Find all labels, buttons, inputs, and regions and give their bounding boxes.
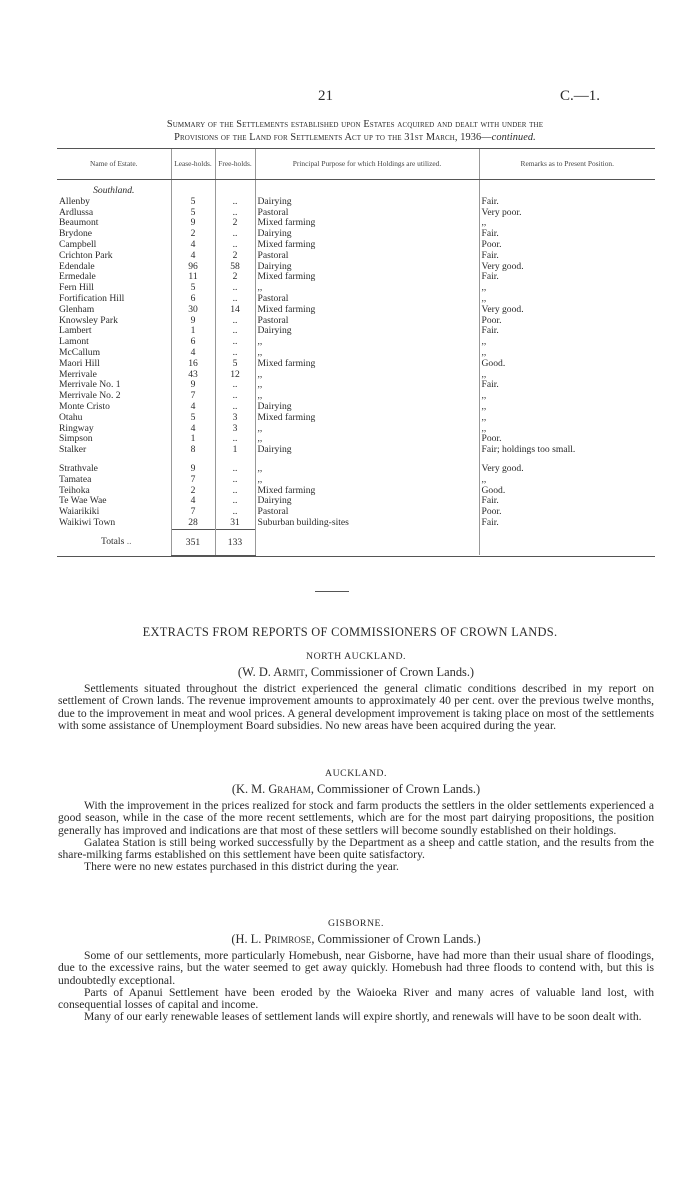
estate-name-cell: [57, 359, 171, 370]
freeholds-cell: 2: [215, 272, 255, 283]
leaseholds-cell: 6: [171, 294, 215, 305]
table-row: [57, 294, 655, 305]
table-row: [57, 486, 655, 497]
freeholds-cell: 14: [215, 305, 255, 316]
district-heading: GISBORNE.: [328, 918, 384, 929]
leaseholds-cell: 9: [171, 380, 215, 391]
purpose-cell: ,,: [255, 283, 479, 294]
spacer-row: [57, 456, 655, 464]
header-name: Name of Estate.: [57, 149, 171, 180]
commissioner-title: , Commissioner of Crown Lands.): [310, 782, 481, 796]
estate-name: Beaumont: [59, 218, 99, 229]
freeholds-cell: 2: [215, 218, 255, 229]
table-row: [57, 391, 655, 402]
purpose-cell: Mixed farming: [255, 413, 479, 424]
report-auckland: [58, 762, 654, 874]
remarks-cell: Fair.: [479, 251, 655, 262]
estate-name-cell: [57, 305, 171, 316]
purpose-cell: Mixed farming: [255, 218, 479, 229]
blank-cell: [255, 529, 479, 555]
table-row: [57, 348, 655, 359]
estate-name-cell: [57, 370, 171, 381]
estate-name-cell: [57, 434, 171, 445]
freeholds-cell: 5: [215, 359, 255, 370]
estate-name: Waikiwi Town: [59, 517, 116, 528]
freeholds-cell: ..: [215, 294, 255, 305]
table-row: [57, 262, 655, 273]
table-row: [57, 496, 655, 507]
leaseholds-cell: 1: [171, 434, 215, 445]
freeholds-cell: 12: [215, 370, 255, 381]
blank-cell: [57, 456, 171, 464]
estate-name-cell: [57, 283, 171, 294]
estate-name: Fortification Hill: [59, 293, 125, 304]
estate-name-cell: [57, 218, 171, 229]
purpose-cell: ,,: [255, 380, 479, 391]
estate-name-cell: [57, 251, 171, 262]
purpose-cell: Mixed farming: [255, 240, 479, 251]
estate-name: Tamatea: [59, 474, 92, 485]
section-divider: [315, 591, 349, 592]
purpose-cell: ,,: [255, 348, 479, 359]
leaseholds-cell: 11: [171, 272, 215, 283]
table-row: [57, 208, 655, 219]
freeholds-cell: ..: [215, 402, 255, 413]
freeholds-cell: ..: [215, 496, 255, 507]
purpose-cell: ,,: [255, 424, 479, 435]
estate-name: McCallum: [59, 347, 101, 358]
commissioner-name: K. M. Graham: [236, 782, 311, 796]
estate-name: Lambert: [59, 326, 92, 337]
table-row: [57, 402, 655, 413]
freeholds-cell: ..: [215, 316, 255, 327]
leaseholds-cell: 5: [171, 413, 215, 424]
estate-name-cell: [57, 240, 171, 251]
leaseholds-cell: 30: [171, 305, 215, 316]
blank-cell: [215, 180, 255, 197]
remarks-cell: Fair.: [479, 326, 655, 337]
estate-name-cell: [57, 391, 171, 402]
remarks-cell: Fair.: [479, 197, 655, 208]
totals-label: Totals: [101, 536, 125, 548]
table-body: [57, 180, 655, 530]
totals-leaseholds: 351: [171, 529, 215, 555]
table-row: [57, 251, 655, 262]
remarks-cell: Poor.: [479, 316, 655, 327]
estate-name-cell: [57, 464, 171, 475]
estate-name-cell: [57, 507, 171, 518]
report-paragraph: With the improvement in the prices realized for stock and farm products the settlers in the older settlements experienced a good season, while in the case of the more recent settlements, which are for the most part dairying propositions, the position generally has improved and indications are that most of these settlers will become soundly established on their holdings.: [58, 799, 654, 837]
remarks-cell: Fair.: [479, 496, 655, 507]
commissioner-line: (K. M. Graham, Commissioner of Crown Lands.): [231, 782, 481, 796]
purpose-cell: ,,: [255, 464, 479, 475]
freeholds-cell: ..: [215, 507, 255, 518]
report-gisborne: [58, 912, 654, 1024]
estate-name: Edendale: [59, 261, 95, 272]
table-row: [57, 229, 655, 240]
leaseholds-cell: 4: [171, 402, 215, 413]
estate-name: Brydone: [59, 229, 93, 240]
freeholds-cell: ..: [215, 326, 255, 337]
remarks-cell: Fair.: [479, 272, 655, 283]
leaseholds-cell: 28: [171, 518, 215, 529]
report-body: [58, 683, 654, 732]
remarks-cell: Fair.: [479, 229, 655, 240]
document-code: C.—1.: [560, 88, 601, 104]
purpose-cell: Pastoral: [255, 294, 479, 305]
estate-name: Ringway: [59, 423, 94, 434]
purpose-cell: Pastoral: [255, 251, 479, 262]
estate-name-cell: [57, 424, 171, 435]
remarks-cell: Good.: [479, 486, 655, 497]
table-row: [57, 316, 655, 327]
estate-name: Crichton Park: [59, 250, 113, 261]
leaseholds-cell: 2: [171, 486, 215, 497]
purpose-cell: ,,: [255, 370, 479, 381]
leaseholds-cell: 4: [171, 251, 215, 262]
commissioner-name: W. D. Armit: [242, 665, 305, 679]
table-row: [57, 359, 655, 370]
freeholds-cell: ..: [215, 475, 255, 486]
estate-name-cell: [57, 208, 171, 219]
purpose-cell: Mixed farming: [255, 305, 479, 316]
freeholds-cell: 58: [215, 262, 255, 273]
estate-name: Teihoka: [59, 485, 90, 496]
totals-label-cell: [57, 529, 171, 555]
remarks-cell: Very good.: [479, 305, 655, 316]
remarks-cell: ,,: [479, 283, 655, 294]
leaseholds-cell: 9: [171, 464, 215, 475]
estate-name: Ermedale: [59, 272, 96, 283]
purpose-cell: Dairying: [255, 262, 479, 273]
report-paragraph: Settlements situated throughout the district experienced the general climatic conditions described in my report on settlement of Crown lands. The revenue improvement amounts to approximately 40 per cent. over the previous twelve months, due to the improvement in meat and wool prices. A general development improvement is taking place on most of the settlements with some assistance of Unemployment Board subsidies. No new areas have been acquired during the year.: [58, 682, 654, 732]
table-row: [57, 326, 655, 337]
blank-cell: [479, 456, 655, 464]
remarks-cell: ,,: [479, 391, 655, 402]
blank-cell: [479, 529, 655, 555]
district-heading: NORTH AUCKLAND.: [306, 651, 406, 662]
estate-name-cell: [57, 496, 171, 507]
leaseholds-cell: 4: [171, 240, 215, 251]
section-label: Southland.: [93, 185, 135, 196]
freeholds-cell: ..: [215, 283, 255, 294]
remarks-cell: Poor.: [479, 507, 655, 518]
purpose-cell: Pastoral: [255, 316, 479, 327]
leaseholds-cell: 4: [171, 348, 215, 359]
purpose-cell: Dairying: [255, 496, 479, 507]
leaseholds-cell: 96: [171, 262, 215, 273]
report-paragraph: Parts of Apanui Settlement have been eroded by the Waioeka River and many acres of valuable land lost, with consequential losses of capital and income.: [58, 985, 654, 1012]
leaseholds-cell: 4: [171, 496, 215, 507]
freeholds-cell: ..: [215, 208, 255, 219]
estate-name: Campbell: [59, 239, 97, 250]
purpose-cell: Pastoral: [255, 208, 479, 219]
estate-name-cell: [57, 486, 171, 497]
remarks-cell: Poor.: [479, 240, 655, 251]
leaseholds-cell: 2: [171, 229, 215, 240]
header-freeholds: Free-holds.: [215, 149, 255, 180]
freeholds-cell: 3: [215, 424, 255, 435]
header-leaseholds: Lease-holds.: [171, 149, 215, 180]
estate-name: Te Wae Wae: [59, 496, 107, 507]
estate-name-cell: [57, 475, 171, 486]
remarks-cell: ,,: [479, 337, 655, 348]
table-row: [57, 518, 655, 529]
leaseholds-cell: 7: [171, 391, 215, 402]
estate-name: Fern Hill: [59, 283, 94, 294]
remarks-cell: ,,: [479, 402, 655, 413]
freeholds-cell: 3: [215, 413, 255, 424]
estate-name-cell: [57, 326, 171, 337]
report-paragraph: Galatea Station is still being worked successfully by the Department as a sheep and cattle station, and the results from the share-milking farms established on this settlement have been quite satisfactory.: [58, 835, 654, 862]
table-row: [57, 218, 655, 229]
table-end-rule: [57, 555, 655, 556]
estate-name-cell: [57, 402, 171, 413]
commissioner-title: , Commissioner of Crown Lands.): [311, 932, 481, 946]
table-row: [57, 283, 655, 294]
report-north-auckland: [58, 645, 654, 732]
estate-name: Merrivale: [59, 369, 97, 380]
estate-name-cell: [57, 380, 171, 391]
estate-name-cell: [57, 197, 171, 208]
estate-name: Allenby: [59, 196, 90, 207]
table-row: [57, 380, 655, 391]
freeholds-cell: ..: [215, 380, 255, 391]
purpose-cell: ,,: [255, 337, 479, 348]
table-row: [57, 305, 655, 316]
freeholds-cell: ..: [215, 337, 255, 348]
purpose-cell: Mixed farming: [255, 359, 479, 370]
estate-name: Monte Cristo: [59, 401, 110, 412]
table-row: [57, 424, 655, 435]
totals-row: [57, 529, 655, 555]
remarks-cell: Very good.: [479, 262, 655, 273]
remarks-cell: ,,: [479, 413, 655, 424]
estate-name: Otahu: [59, 412, 83, 423]
estate-name-cell: [57, 445, 171, 456]
freeholds-cell: ..: [215, 464, 255, 475]
freeholds-cell: ..: [215, 434, 255, 445]
rule-cell: [57, 555, 655, 556]
leaseholds-cell: 7: [171, 507, 215, 518]
purpose-cell: ,,: [255, 434, 479, 445]
purpose-cell: Suburban building-sites: [255, 518, 479, 529]
leaseholds-cell: 8: [171, 445, 215, 456]
remarks-cell: Fair.: [479, 380, 655, 391]
freeholds-cell: ..: [215, 391, 255, 402]
table-row: [57, 370, 655, 381]
estate-name: Merrivale No. 2: [59, 391, 121, 402]
purpose-cell: Mixed farming: [255, 486, 479, 497]
estate-name-cell: [57, 262, 171, 273]
leaseholds-cell: 16: [171, 359, 215, 370]
purpose-cell: Dairying: [255, 445, 479, 456]
estate-name: Strathvale: [59, 463, 98, 474]
leader-dots: ..: [126, 536, 132, 548]
freeholds-cell: ..: [215, 486, 255, 497]
remarks-cell: ,,: [479, 424, 655, 435]
remarks-cell: ,,: [479, 294, 655, 305]
summary-title-main: Provisions of the Land for Settlements Act up to the 31st March, 1936—: [174, 132, 492, 143]
freeholds-cell: ..: [215, 197, 255, 208]
estate-name-cell: [57, 337, 171, 348]
table-row: [57, 240, 655, 251]
section-row: [57, 180, 655, 197]
commissioner-line: (W. D. Armit, Commissioner of Crown Lands.): [237, 665, 475, 679]
estate-name: Merrivale No. 1: [59, 380, 121, 391]
page-number: 21: [318, 88, 333, 104]
purpose-cell: Mixed farming: [255, 272, 479, 283]
leaseholds-cell: 7: [171, 475, 215, 486]
report-paragraph: Some of our settlements, more particularly Homebush, near Gisborne, have had more than their usual share of floodings, due to the excessive rains, but the water seemed to get away quickly. Homebush had three floods to contend with, but this is undoubtedly exceptional.: [58, 949, 654, 987]
report-body: [58, 950, 654, 1024]
estate-name: Maori Hill: [59, 358, 100, 369]
estate-name: Lamont: [59, 337, 89, 348]
estate-name: Glenham: [59, 304, 95, 315]
purpose-cell: Dairying: [255, 326, 479, 337]
summary-title-line-1: Summary of the Settlements established upon Estates acquired and dealt with under the: [166, 119, 544, 130]
estate-name-cell: [57, 413, 171, 424]
leaseholds-cell: 5: [171, 197, 215, 208]
table-row: [57, 464, 655, 475]
summary-title-continued: continued.: [491, 132, 536, 143]
freeholds-cell: ..: [215, 229, 255, 240]
commissioner-name: H. L. Primrose: [235, 932, 312, 946]
table-header-row: [57, 149, 655, 180]
remarks-cell: Very good.: [479, 464, 655, 475]
blank-cell: [479, 180, 655, 197]
table-row: [57, 272, 655, 283]
table-row: [57, 197, 655, 208]
remarks-cell: Very poor.: [479, 208, 655, 219]
purpose-cell: Dairying: [255, 402, 479, 413]
leaseholds-cell: 6: [171, 337, 215, 348]
freeholds-cell: 31: [215, 518, 255, 529]
totals-freeholds: 133: [215, 529, 255, 555]
blank-cell: [171, 456, 215, 464]
remarks-cell: ,,: [479, 475, 655, 486]
remarks-cell: ,,: [479, 348, 655, 359]
freeholds-cell: 1: [215, 445, 255, 456]
freeholds-cell: ..: [215, 348, 255, 359]
estate-name: Simpson: [59, 434, 93, 445]
remarks-cell: ,,: [479, 218, 655, 229]
summary-title-line-2: [50, 131, 660, 144]
estate-name-cell: [57, 229, 171, 240]
freeholds-cell: 2: [215, 251, 255, 262]
estate-name-cell: [57, 294, 171, 305]
commissioner-title: , Commissioner of Crown Lands.): [304, 665, 475, 679]
purpose-cell: Dairying: [255, 197, 479, 208]
estate-name: Knowsley Park: [59, 315, 118, 326]
estate-name: Waiarikiki: [59, 507, 100, 518]
purpose-cell: ,,: [255, 475, 479, 486]
remarks-cell: Fair.: [479, 518, 655, 529]
blank-cell: [171, 180, 215, 197]
report-paragraph: Many of our early renewable leases of settlement lands will expire shortly, and renewals will have to be soon dealt with.: [84, 1010, 642, 1024]
blank-cell: [215, 456, 255, 464]
report-body: [58, 800, 654, 874]
freeholds-cell: ..: [215, 240, 255, 251]
table-row: [57, 413, 655, 424]
leaseholds-cell: 1: [171, 326, 215, 337]
table-row: [57, 337, 655, 348]
estate-name: Stalker: [59, 445, 87, 456]
remarks-cell: ,,: [479, 370, 655, 381]
table-row: [57, 507, 655, 518]
estate-name-cell: [57, 316, 171, 327]
leaseholds-cell: 9: [171, 316, 215, 327]
estate-name-cell: [57, 518, 171, 529]
table-row: [57, 475, 655, 486]
leaseholds-cell: 5: [171, 283, 215, 294]
estate-name-cell: [57, 348, 171, 359]
purpose-cell: ,,: [255, 391, 479, 402]
purpose-cell: Dairying: [255, 229, 479, 240]
estate-name: Ardlussa: [59, 207, 94, 218]
summary-title: [50, 118, 660, 144]
leaseholds-cell: 43: [171, 370, 215, 381]
estate-name-cell: [57, 272, 171, 283]
leaseholds-cell: 5: [171, 208, 215, 219]
extracts-heading: EXTRACTS FROM REPORTS OF COMMISSIONERS OF CROWN LANDS.: [142, 625, 558, 639]
purpose-cell: Pastoral: [255, 507, 479, 518]
header-remarks: Remarks as to Present Position.: [479, 149, 655, 180]
table-row: [57, 434, 655, 445]
report-paragraph: There were no new estates purchased in this district during the year.: [84, 860, 399, 874]
header-purpose: Principal Purpose for which Holdings are utilized.: [255, 149, 479, 180]
blank-cell: [255, 180, 479, 197]
blank-cell: [255, 456, 479, 464]
settlements-table: [57, 148, 655, 557]
leaseholds-cell: 4: [171, 424, 215, 435]
district-heading: AUCKLAND.: [325, 768, 387, 779]
leaseholds-cell: 9: [171, 218, 215, 229]
commissioner-line: (H. L. Primrose, Commissioner of Crown Lands.): [231, 932, 481, 946]
remarks-cell: Poor.: [479, 434, 655, 445]
table-row: [57, 445, 655, 456]
remarks-cell: Fair; holdings too small.: [479, 445, 655, 456]
remarks-cell: Good.: [479, 359, 655, 370]
